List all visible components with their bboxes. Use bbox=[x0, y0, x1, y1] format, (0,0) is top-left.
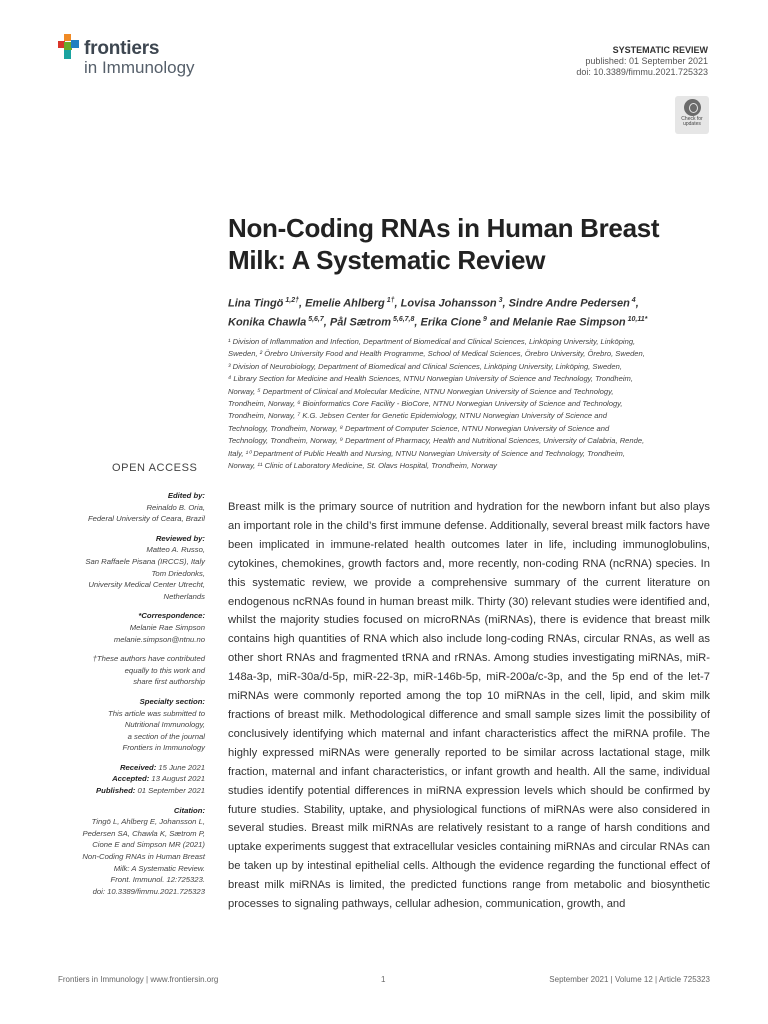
article-type: SYSTEMATIC REVIEW bbox=[612, 45, 708, 55]
correspondence-email[interactable]: melanie.simpson@ntnu.no bbox=[113, 634, 205, 644]
affiliation-line: Technology, Trondheim, Norway, ⁹ Department of Pharmacy, Health and Nutritional Sciences, University of Calabria, Rende, bbox=[228, 436, 645, 446]
sidebar-line: Tom Driedonks, bbox=[151, 568, 205, 578]
article-sidebar bbox=[48, 490, 205, 905]
bookmark-icon bbox=[684, 99, 701, 116]
page-number: 1 bbox=[381, 975, 386, 984]
author-affil: 1,2† bbox=[283, 297, 299, 304]
sidebar-line: Non-Coding RNAs in Human Breast bbox=[82, 852, 205, 862]
accepted-label: Accepted: bbox=[112, 774, 150, 784]
author-name: Lovisa Johansson bbox=[400, 297, 497, 310]
sidebar-line: Federal University of Ceara, Brazil bbox=[87, 514, 205, 524]
footer-volume-info: September 2021 | Volume 12 | Article 725323 bbox=[549, 975, 710, 984]
journal-name: in Immunology bbox=[84, 58, 195, 77]
sidebar-line: Netherlands bbox=[163, 591, 205, 601]
edited-by-block bbox=[48, 490, 205, 525]
sidebar-line: Nutritional Immunology, bbox=[124, 720, 205, 730]
affiliation-line: Norway, ¹¹ Clinic of Laboratory Medicine, St. Olavs Hospital, Trondheim, Norway bbox=[228, 461, 497, 471]
affiliations bbox=[228, 336, 718, 472]
affiliation-line: Technology, Trondheim, Norway, ⁸ Department of Computer Science, NTNU Norwegian University of Science and bbox=[228, 423, 610, 433]
published-date-sidebar: 01 September 2021 bbox=[135, 786, 205, 796]
affiliation-line: ¹ Division of Inflammation and Infection, Department of Biomedical and Clinical Sciences, Linköping University, Linköping, bbox=[228, 337, 636, 346]
sidebar-line: University Medical Center Utrecht, bbox=[88, 580, 205, 590]
author-line bbox=[228, 312, 718, 331]
citation-label: Citation: bbox=[173, 805, 205, 815]
author-sep: , bbox=[394, 297, 401, 310]
badge-label: Check for updates bbox=[681, 116, 703, 127]
author-line bbox=[228, 293, 718, 312]
frontiers-logo-icon bbox=[58, 34, 82, 60]
sidebar-line: Reinaldo B. Oria, bbox=[146, 502, 205, 512]
author-affil: 3 bbox=[496, 297, 503, 304]
published-date: published: 01 September 2021 bbox=[585, 56, 708, 66]
accepted-date: 13 August 2021 bbox=[149, 774, 205, 784]
abstract-text: Breast milk is the primary source of nutrition and hydration for the newborn infant but also plays an important role in the child’s first immune defense. Additionally, several breast milk factors have been implicated in immune-related health outcomes later in life, including immunoglobulins, cytokines, chemokines, growth factors and, more recently, non-coding RNA (ncRNA) species. In this systematic review, we provide a comprehensive summary of the current literature on endogenous ncRNAs found in human breast milk. Thirty (30) relevant studies were identified and, whilst the majority studies focused on microRNAs (miRNAs), there is evidence that breast milk contains high quantities of RNA which also include long-coding RNAs, circular RNAs, as well as other short RNAs and fragmented tRNA and rRNAs. Among studies investigating miRNAs, miR-148a-3p, miR-30a/d-5p, miR-22-3p, miR-146b-5p, miR-200a/c-3p, and the 5p end of the let-7 miRNAs were commonly reported among the top 10 miRNAs in the cell, lipid, and skim milk fractions of breast milk. Methodological difference and small sample sizes limit the possibility of conclusively identifying which maternal and infant characteristics affect the miRNA profile. The highly expressed miRNAs were generally reported to be similar across lactational stage, milk fraction, maternal and infant characteristics, or infant growth and health. All the same, individual studies identify potential differences in miRNA expression levels which should be confirmed by future studies. Stability, uptake, and physiological functions of miRNAs were also considered in several studies. Breast milk miRNAs are relatively resistant to a range of harsh conditions and uptake experiments suggest that extracellular vesicles containing miRNAs and circular RNAs can be taken up by intestinal epithelial cells. Although the evidence regarding the functional effect of breast milk miRNAs is limited, the predicted functions range from metabolic and biosynthetic processes to signaling pathways, cellular adhesion, communication, growth, and bbox=[228, 501, 710, 911]
author-list bbox=[228, 293, 718, 330]
sidebar-line: Tingö L, Ahlberg E, Johansson L, bbox=[91, 817, 205, 827]
author-sep: and bbox=[486, 316, 513, 329]
published-line bbox=[48, 785, 205, 797]
author-affil: 4 bbox=[629, 297, 636, 304]
edited-by-label: Edited by: bbox=[167, 491, 205, 500]
author-sep: , bbox=[414, 316, 421, 329]
author-sep: , bbox=[323, 316, 330, 329]
author-name: Lina Tingö bbox=[228, 297, 284, 310]
affiliation-line: Trondheim, Norway, ⁶ Bioinformatics Core Facility - BioCore, NTNU Norwegian University of Science and Technology, bbox=[228, 399, 623, 409]
reviewed-by-label: Reviewed by: bbox=[155, 533, 205, 543]
affiliation-line: Trondheim, Norway, ⁷ K.G. Jebsen Center for Genetic Epidemiology, NTNU Norwegian University of Science and bbox=[228, 411, 607, 421]
author-sep: , bbox=[502, 297, 509, 310]
sidebar-line: Matteo A. Russo, bbox=[146, 545, 205, 555]
author-name: Sindre Andre Pedersen bbox=[508, 297, 630, 310]
received-date: 15 June 2021 bbox=[156, 762, 205, 772]
dates-block bbox=[48, 762, 205, 797]
author-name: Pål Sætrom bbox=[329, 316, 392, 329]
author-name: Melanie Rae Simpson bbox=[512, 316, 626, 329]
affiliation-line: Italy, ¹⁰ Department of Public Health and Nursing, NTNU Norwegian University of Science and Technology, Trondheim, bbox=[228, 448, 625, 458]
author-sep: , bbox=[298, 297, 306, 310]
sidebar-line: Melanie Rae Simpson bbox=[129, 622, 205, 632]
author-name: Emelie Ahlberg bbox=[305, 297, 385, 310]
specialty-section-block bbox=[48, 696, 205, 754]
specialty-label: Specialty section: bbox=[139, 696, 205, 706]
sidebar-line: Milk: A Systematic Review. bbox=[113, 863, 205, 873]
author-name: Konika Chawla bbox=[228, 316, 307, 329]
sidebar-line: This article was submitted to bbox=[108, 708, 205, 718]
correspondence-label: *Correspondence: bbox=[138, 611, 205, 621]
sidebar-line: Pedersen SA, Chawla K, Sætrom P, bbox=[82, 828, 205, 838]
article-doi: doi: 10.3389/fimmu.2021.725323 bbox=[576, 67, 708, 77]
sidebar-line: equally to this work and bbox=[124, 665, 205, 675]
sidebar-line: share first authorship bbox=[133, 677, 205, 687]
citation-doi[interactable]: doi: 10.3389/fimmu.2021.725323 bbox=[92, 886, 205, 896]
affiliation-line: ³ Division of Neurobiology, Department of Biomedical and Clinical Sciences, Linköping University, Linköping, Sweden, bbox=[228, 361, 622, 371]
author-affil: 1† bbox=[384, 297, 395, 304]
received-label: Received: bbox=[119, 762, 157, 772]
sidebar-line: Cione E and Simpson MR (2021) bbox=[92, 840, 205, 850]
published-label: Published: bbox=[96, 786, 136, 796]
check-for-updates-badge[interactable] bbox=[675, 96, 709, 134]
affiliation-line: ⁴ Library Section for Medicine and Health Sciences, NTNU Norwegian University of Science and Technology, Trondheim, bbox=[228, 374, 633, 384]
author-affil: 9 bbox=[481, 315, 487, 323]
journal-logo bbox=[58, 34, 228, 84]
sidebar-line: a section of the journal bbox=[127, 731, 205, 741]
accepted-line bbox=[48, 773, 205, 785]
reviewed-by-block bbox=[48, 533, 205, 603]
footer-journal[interactable]: Frontiers in Immunology | www.frontiersin.org bbox=[58, 975, 219, 984]
received-line bbox=[48, 762, 205, 774]
article-meta bbox=[576, 45, 708, 78]
author-name: Erika Cione bbox=[420, 316, 482, 329]
brand-name: frontiers bbox=[84, 38, 160, 59]
author-sep: , bbox=[635, 297, 639, 310]
sidebar-line: San Raffaele Pisana (IRCCS), Italy bbox=[85, 556, 205, 566]
author-affil: 5,6,7 bbox=[306, 315, 324, 323]
author-affil: 5,6,7,8 bbox=[391, 315, 415, 323]
affiliation-line: Sweden, ² Örebro University Food and Health Programme, School of Medical Sciences, Örebro University, Örebro, Sweden, bbox=[228, 349, 645, 359]
sidebar-line: Front. Immunol. 12:725323. bbox=[110, 875, 205, 885]
affiliation-line: Norway, ⁵ Department of Clinical and Molecular Medicine, NTNU Norwegian University of Science and Technology, bbox=[228, 386, 614, 396]
sidebar-line: †These authors have contributed bbox=[92, 654, 205, 664]
correspondence-block bbox=[48, 610, 205, 645]
article-title: Non-Coding RNAs in Human Breast Milk: A Systematic Review bbox=[228, 213, 660, 275]
equal-contribution-note bbox=[48, 653, 205, 688]
sidebar-line: Frontiers in Immunology bbox=[122, 743, 205, 753]
open-access-label: OPEN ACCESS bbox=[112, 462, 198, 474]
citation-block bbox=[48, 805, 205, 898]
author-affil: 10,11* bbox=[625, 315, 648, 323]
